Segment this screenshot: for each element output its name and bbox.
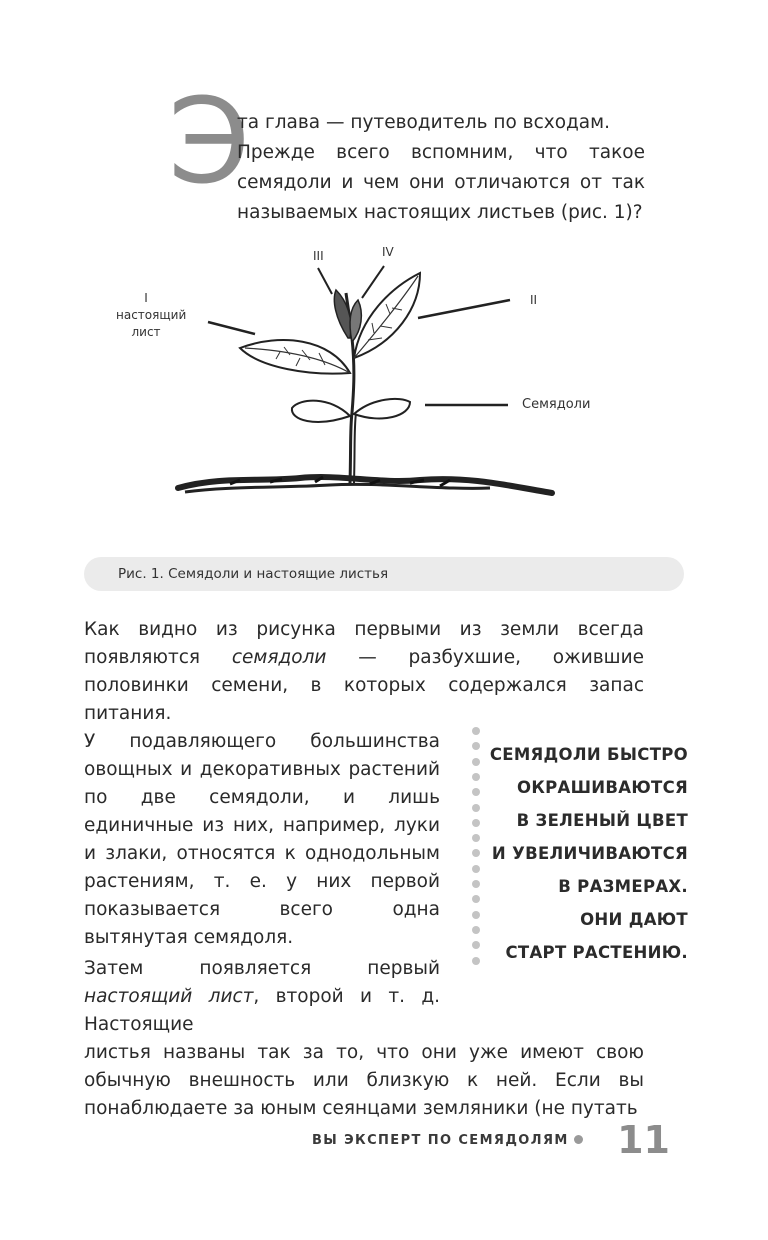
label-leaf-1: I настоящий лист (116, 291, 187, 339)
pointer-leaf-3 (318, 268, 332, 294)
pull-quote-line: СТАРТ РАСТЕНИЮ. (505, 943, 688, 962)
cotyledon-left (292, 401, 350, 422)
divider-dot (472, 834, 480, 842)
intro-paragraph (237, 108, 645, 228)
label-leaf-4: IV (382, 245, 394, 259)
body-paragraph-1-narrow: У подавляющего большинства овощных и декоративных растений по две семядоли, и лишь единичные из них, например, луки и злаки, относятся к однодольным растениям, т. е. у них первой показывается всего одна вытянутая семядоля. (84, 731, 440, 948)
intro-rest: Прежде всего вспомним, что такое семядоли и чем они отличаются от так называемых настоящих листьев (рис. 1)? (237, 142, 645, 223)
term-true-leaf: настоящий лист (84, 986, 254, 1007)
pull-quote-line: В РАЗМЕРАХ. (558, 877, 688, 896)
divider-dot (472, 880, 480, 888)
dotted-divider (470, 727, 482, 972)
true-leaf-1 (240, 340, 350, 374)
seedling-illustration (110, 238, 590, 513)
divider-dot (472, 742, 480, 750)
cotyledon-right (354, 399, 410, 419)
young-leaf-3 (334, 290, 351, 338)
label-leaf-2: II (530, 293, 538, 307)
body-paragraph-2-wide: листья названы так за то, что они уже имеют свою обычную внешность или близкую к ней. Если вы понаблюдаете за юным сеянцами земляники (не путать (84, 1042, 644, 1119)
drop-cap: Э (168, 72, 251, 210)
pointer-leaf-2 (418, 300, 510, 318)
seedling-figure (110, 238, 590, 513)
label-leaf-3: III (313, 249, 324, 263)
page-number: 11 (617, 1118, 670, 1162)
body-paragraph-2-narrow: Затем появляется первый настоящий лист, второй и т. д. Настоящие (84, 958, 440, 1035)
pull-quote-line: В ЗЕЛЕНЫЙ ЦВЕТ (516, 811, 688, 830)
pull-quote-line: ОНИ ДАЮТ (580, 910, 688, 929)
divider-dot (472, 819, 480, 827)
footer-bullet-icon (574, 1135, 583, 1144)
pointer-leaf-4 (362, 266, 384, 298)
figure-caption-bar (84, 557, 684, 591)
label-cotyledons: Семядоли (522, 397, 591, 412)
pull-quote-line: И УВЕЛИЧИВАЮТСЯ (491, 844, 688, 863)
pull-quote-line: ОКРАШИВАЮТСЯ (517, 778, 688, 797)
intro-first-line: та глава — путеводитель по всходам. (237, 112, 610, 133)
divider-dot (472, 788, 480, 796)
divider-dot (472, 865, 480, 873)
body-paragraph-1-wide: Как видно из рисунка первыми из земли всегда появляются семядоли — разбухшие, ожившие половинки семени, в которых содержался запас питания. (84, 619, 644, 724)
figure-caption: Рис. 1. Семядоли и настоящие листья (118, 566, 389, 582)
divider-dot (472, 727, 480, 735)
divider-dot (472, 911, 480, 919)
divider-dot (472, 895, 480, 903)
divider-dot (472, 941, 480, 949)
body-paragraph-2 (84, 955, 644, 1123)
running-title: ВЫ ЭКСПЕРТ ПО СЕМЯДОЛЯМ (312, 1133, 569, 1148)
divider-dot (472, 758, 480, 766)
pointer-leaf-1 (208, 322, 255, 334)
term-cotyledons: семядоли (231, 647, 327, 668)
divider-dot (472, 773, 480, 781)
pull-quote-line: СЕМЯДОЛИ БЫСТРО (489, 745, 688, 764)
divider-dot (472, 804, 480, 812)
divider-dot (472, 926, 480, 934)
divider-dot (472, 849, 480, 857)
pull-quote (484, 738, 688, 969)
